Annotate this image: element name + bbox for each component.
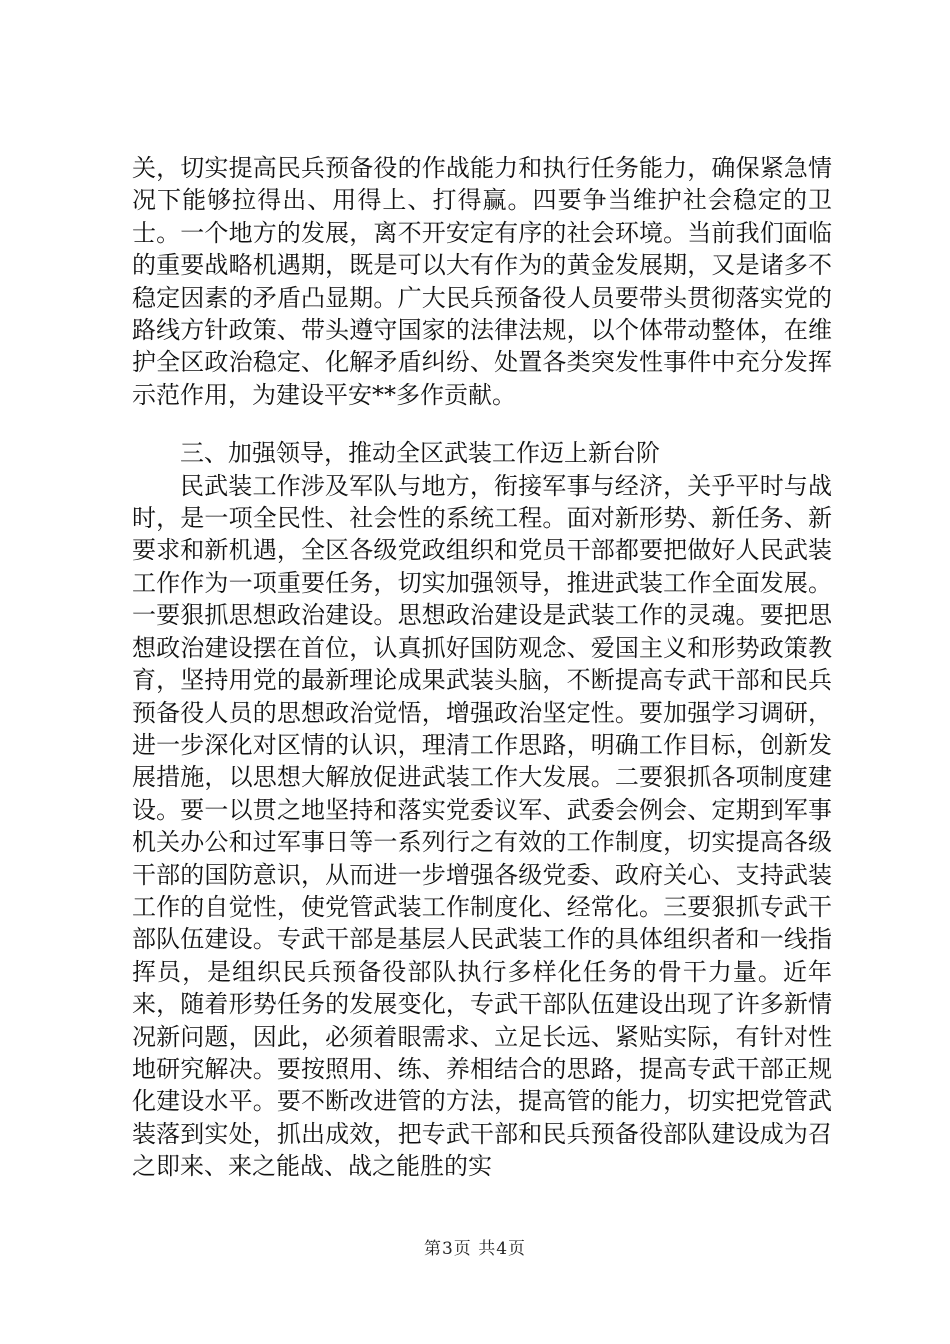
section-heading: 三、加强领导，推动全区武装工作迈上新台阶 [180, 439, 660, 468]
paragraph-continued: 关，切实提高民兵预备役的作战能力和执行任务能力，确保紧急情况下能够拉得出、用得上、打得赢。四要争当维护社会稳定的卫士。一个地方的发展，离不开安定有序的社会环境。当前我们面临的重要战略机遇期，既是可以大有作为的黄金发展期，又是诸多不稳定因素的矛盾凸显期。广大民兵预备役人员要带头贯彻落实党的路线方针政策、带头遵守国家的法律法规，以个体带动整体，在维护全区政治稳定、化解矛盾纠纷、处置各类突发性事件中充分发挥示范作用，为建设平安**多作贡献。 [132, 154, 832, 409]
document-body [132, 152, 832, 1183]
paragraph-main: 民武装工作涉及军队与地方，衔接军事与经济，关乎平时与战时，是一项全民性、社会性的系统工程。面对新形势、新任务、新要求和新机遇，全区各级党政组织和党员干部都要把做好人民武装工作作为一项重要任务，切实加强领导，推进武装工作全面发展。一要狠抓思想政治建设。思想政治建设是武装工作的灵魂。要把思想政治建设摆在首位，认真抓好国防观念、爱国主义和形势政策教育，坚持用党的最新理论成果武装头脑，不断提高专武干部和民兵预备役人员的思想政治觉悟，增强政治坚定性。要加强学习调研，进一步深化对区情的认识，理清工作思路，明确工作目标，创新发展措施，以思想大解放促进武装工作大发展。二要狠抓各项制度建设。要一以贯之地坚持和落实党委议军、武委会例会、定期到军事机关办公和过军事日等一系列行之有效的工作制度，切实提高各级干部的国防意识，从而进一步增强各级党委、政府关心、支持武装工作的自觉性，使党管武装工作制度化、经常化。三要狠抓专武干部队伍建设。专武干部是基层人民武装工作的具体组织者和一线指挥员，是组织民兵预备役部队执行多样化任务的骨干力量。近年来，随着形势任务的发展变化，专武干部队伍建设出现了许多新情况新问题，因此，必须着眼需求、立足长远、紧贴实际，有针对性地研究解决。要按照用、练、养相结合的思路，提高专武干部正规化建设水平。要不断改进管的方法，提高管的能力，切实把党管武装落到实处，抓出成效，把专武干部和民兵预备役部队建设成为召之即来、来之能战、战之能胜的实 [132, 471, 832, 1181]
page-footer: 第3页 共4页 [423, 1239, 527, 1259]
paragraph-gap [132, 411, 832, 437]
